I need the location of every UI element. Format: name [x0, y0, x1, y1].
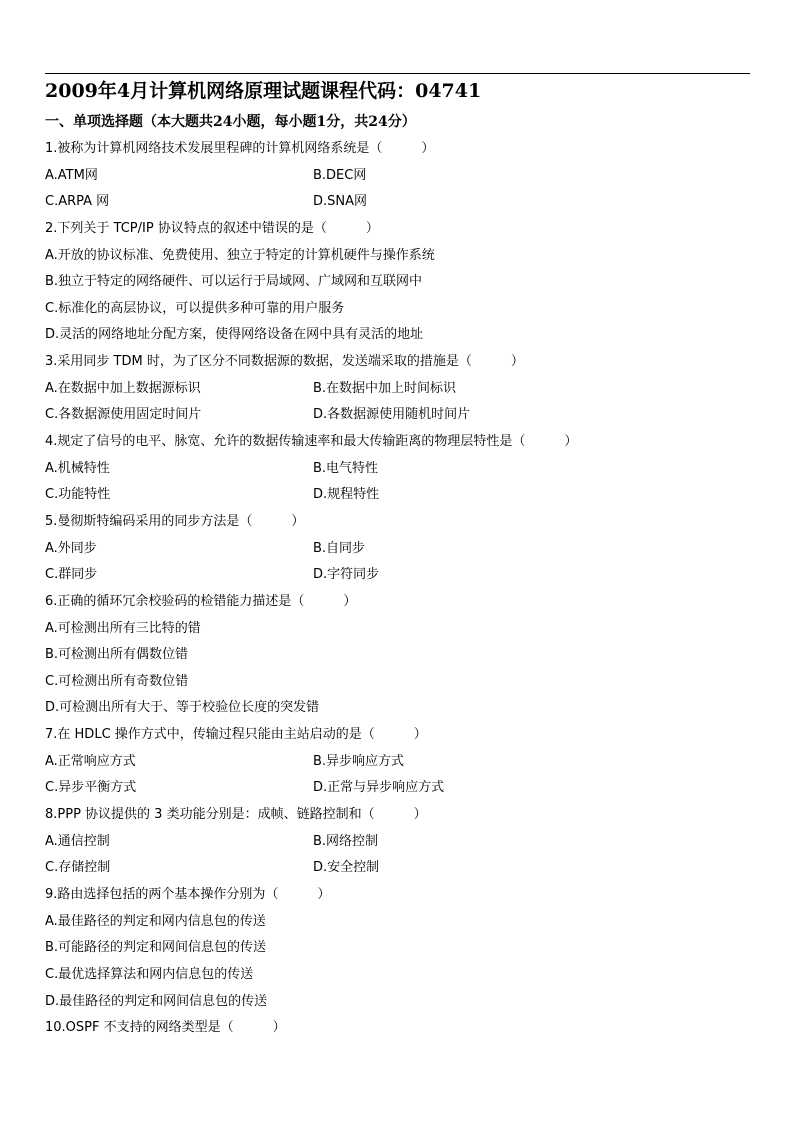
option-row [45, 536, 750, 563]
answer-option: D.最佳路径的判定和网间信息包的传送 [45, 993, 268, 1009]
question-list [45, 136, 750, 1042]
answer-option: B.独立于特定的网络硬件、可以运行于局域网、广域网和互联网中 [45, 274, 423, 290]
answer-option: B.可检测出所有偶数位错 [45, 647, 189, 663]
option-row [45, 402, 750, 429]
section-heading: 一、单项选择题（本大题共24小题，每小题1分，共24分） [45, 114, 416, 130]
answer-option: B.电气特性 [313, 460, 379, 476]
answer-option: D.SNA网 [313, 194, 368, 210]
question-stem: 2.下列关于 TCP/IP 协议特点的叙述中错误的是（ ） [45, 220, 379, 236]
question-10 [45, 1015, 750, 1042]
answer-option: D.规程特性 [313, 487, 380, 503]
question-stem: 5.曼彻斯特编码采用的同步方法是（ ） [45, 513, 305, 529]
answer-option: C.各数据源使用固定时间片 [45, 407, 202, 423]
answer-option: C.群同步 [45, 567, 98, 583]
answer-option: A.通信控制 [45, 833, 110, 849]
answer-option: B.可能路径的判定和网间信息包的传送 [45, 940, 267, 956]
option-row [45, 163, 750, 190]
question-stem: 6.正确的循环冗余校验码的检错能力描述是（ ） [45, 593, 357, 609]
option-row [45, 562, 750, 589]
answer-option: C.存储控制 [45, 860, 111, 876]
answer-option: C.异步平衡方式 [45, 780, 137, 796]
question-6 [45, 589, 750, 722]
answer-option: D.正常与异步响应方式 [313, 780, 445, 796]
question-stem: 4.规定了信号的电平、脉宽、允许的数据传输速率和最大传输距离的物理层特性是（ ） [45, 434, 578, 450]
question-7 [45, 722, 750, 802]
answer-option: C.ARPA 网 [45, 194, 110, 210]
question-stem: 1.被称为计算机网络技术发展里程碑的计算机网络系统是（ ） [45, 141, 435, 156]
question-stem: 3.采用同步 TDM 时，为了区分不同数据源的数据，发送端采取的措施是（ ） [45, 354, 524, 370]
question-stem: 9.路由选择包括的两个基本操作分别为（ ） [45, 886, 331, 902]
answer-option: A.ATM网 [45, 167, 98, 183]
answer-option: D.灵活的网络地址分配方案，使得网络设备在网中具有灵活的地址 [45, 327, 424, 343]
header-rule [45, 73, 750, 74]
option-row [45, 855, 750, 882]
option-row [45, 775, 750, 802]
answer-option: A.机械特性 [45, 460, 110, 476]
option-row [45, 376, 750, 403]
answer-option: A.可检测出所有三比特的错 [45, 620, 201, 636]
answer-option: C.最优选择算法和网内信息包的传送 [45, 966, 254, 982]
question-9 [45, 882, 750, 1015]
answer-option: C.功能特性 [45, 487, 111, 503]
option-row [45, 189, 750, 216]
answer-option: D.安全控制 [313, 860, 380, 876]
answer-option: B.网络控制 [313, 833, 379, 849]
question-3 [45, 349, 750, 429]
question-8 [45, 802, 750, 882]
answer-option: A.最佳路径的判定和网内信息包的传送 [45, 913, 266, 929]
question-5 [45, 509, 750, 589]
option-row [45, 482, 750, 509]
question-stem: 8.PPP 协议提供的 3 类功能分别是：成帧、链路控制和（ ） [45, 807, 427, 823]
option-row [45, 829, 750, 856]
answer-option: A.正常响应方式 [45, 753, 136, 769]
answer-option: A.开放的协议标准、免费使用、独立于特定的计算机硬件与操作系统 [45, 247, 435, 263]
answer-option: D.字符同步 [313, 567, 380, 583]
option-row [45, 456, 750, 483]
answer-option: B.异步响应方式 [313, 753, 405, 769]
answer-option: A.在数据中加上数据源标识 [45, 380, 201, 396]
answer-option: B.自同步 [313, 540, 366, 556]
question-4 [45, 429, 750, 509]
option-row [45, 749, 750, 776]
answer-option: C.标准化的高层协议，可以提供多种可靠的用户服务 [45, 300, 345, 316]
page-title: 2009年4月计算机网络原理试题课程代码：04741 [45, 80, 482, 102]
answer-option: B.在数据中加上时间标识 [313, 380, 457, 396]
question-1 [45, 136, 750, 216]
question-stem: 7.在 HDLC 操作方式中，传输过程只能由主站启动的是（ ） [45, 727, 427, 743]
question-stem: 10.OSPF 不支持的网络类型是（ ） [45, 1020, 286, 1036]
answer-option: D.可检测出所有大于、等于校验位长度的突发错 [45, 700, 320, 716]
answer-option: C.可检测出所有奇数位错 [45, 673, 189, 689]
answer-option: B.DEC网 [313, 167, 367, 183]
answer-option: D.各数据源使用随机时间片 [313, 407, 471, 423]
answer-option: A.外同步 [45, 540, 97, 556]
question-2 [45, 216, 750, 349]
